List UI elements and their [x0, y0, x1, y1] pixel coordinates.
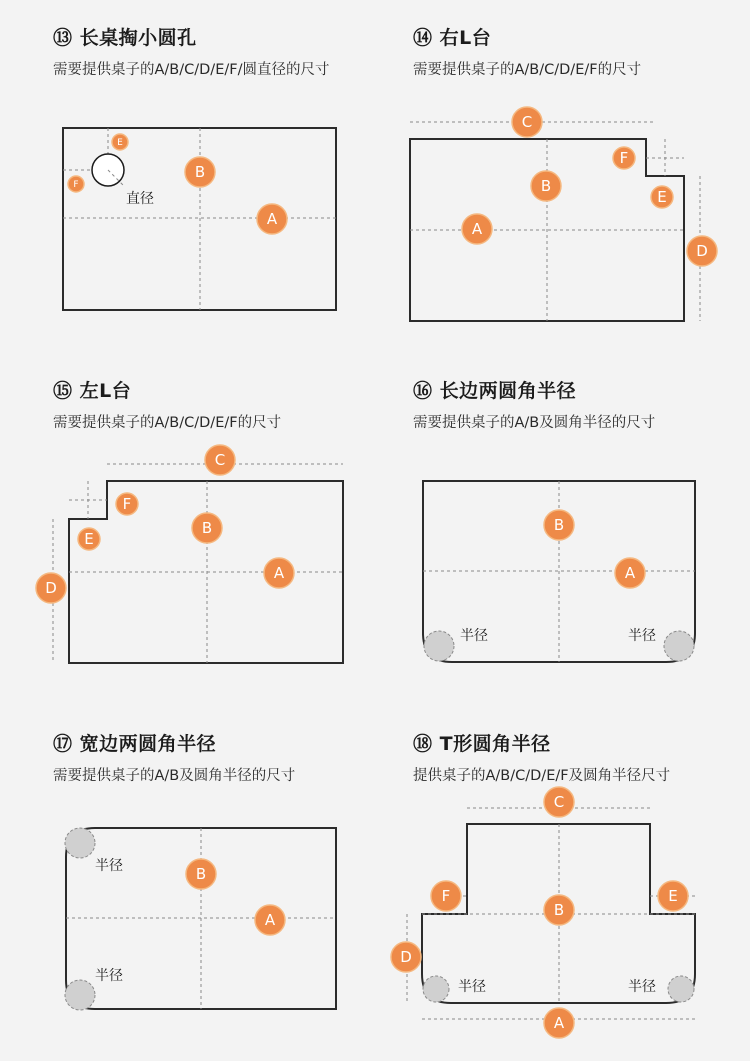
svg-text:B: B — [540, 177, 552, 195]
svg-text:A: A — [553, 1014, 565, 1032]
badge-d — [391, 942, 421, 972]
badge-d — [687, 236, 717, 266]
panel-subtitle: 需要提供桌子的A/B/C/D/E/F/圆直径的尺寸 — [53, 62, 330, 78]
svg-text:A: A — [471, 220, 483, 238]
panel-subtitle: 需要提供桌子的A/B及圆角半径的尺寸 — [53, 768, 296, 784]
table-diagram — [375, 353, 750, 706]
badge-b — [544, 510, 574, 540]
panel-subtitle: 需要提供桌子的A/B/C/D/E/F的尺寸 — [53, 415, 282, 431]
panel-long-table-hole — [0, 0, 375, 353]
svg-text:E: E — [117, 138, 123, 148]
table-diagram — [0, 0, 375, 353]
badge-c — [512, 107, 542, 137]
panel-title: ⑬ 长桌掏小圆孔 — [53, 27, 197, 49]
badge-b — [192, 513, 222, 543]
panel-title: ⑭ 右L台 — [413, 27, 492, 49]
svg-text:F: F — [73, 180, 79, 190]
svg-text:D: D — [696, 242, 708, 260]
badge-b — [544, 895, 574, 925]
badge-a — [544, 1008, 574, 1038]
radius-label-left: 半径 — [460, 628, 488, 644]
badge-f — [68, 176, 84, 192]
badge-f — [613, 147, 635, 169]
table-diagram — [0, 706, 375, 1059]
svg-text:A: A — [264, 911, 276, 929]
table-diagram — [0, 353, 375, 706]
svg-text:B: B — [195, 865, 207, 883]
badge-e — [112, 134, 128, 150]
corner-radius-right — [664, 631, 694, 661]
svg-text:B: B — [553, 516, 565, 534]
panel-subtitle: 需要提供桌子的A/B及圆角半径的尺寸 — [413, 415, 656, 431]
svg-text:F: F — [441, 887, 451, 905]
panel-wide-edge-corners — [0, 706, 375, 1059]
badge-b — [531, 171, 561, 201]
corner-radius-bottom — [65, 980, 95, 1010]
svg-text:F: F — [619, 149, 629, 167]
svg-text:D: D — [45, 579, 57, 597]
svg-text:A: A — [624, 564, 636, 582]
radius-label-left: 半径 — [458, 979, 486, 995]
badge-d — [36, 573, 66, 603]
badge-f — [431, 881, 461, 911]
svg-text:A: A — [273, 564, 285, 582]
panel-left-l-table — [0, 353, 375, 706]
diameter-label: 直径 — [126, 191, 154, 207]
corner-radius-left — [423, 976, 449, 1002]
panel-long-edge-corners — [375, 353, 750, 706]
table-diagram — [375, 0, 750, 353]
svg-text:C: C — [521, 113, 533, 131]
panel-right-l-table — [375, 0, 750, 353]
svg-text:E: E — [84, 530, 94, 548]
radius-label-right: 半径 — [628, 979, 656, 995]
badge-a — [255, 905, 285, 935]
panel-subtitle: 需要提供桌子的A/B/C/D/E/F的尺寸 — [413, 62, 642, 78]
radius-label-bottom: 半径 — [95, 968, 123, 984]
svg-text:E: E — [657, 188, 667, 206]
panel-t-shape-corners — [375, 706, 750, 1059]
badge-b — [186, 859, 216, 889]
badge-e — [651, 186, 673, 208]
svg-text:F: F — [122, 495, 132, 513]
badge-a — [615, 558, 645, 588]
corner-radius-right — [668, 976, 694, 1002]
panel-subtitle: 提供桌子的A/B/C/D/E/F及圆角半径尺寸 — [413, 768, 671, 784]
panel-title: ⑯ 长边两圆角半径 — [413, 380, 577, 402]
svg-text:C: C — [214, 451, 226, 469]
svg-text:E: E — [668, 887, 678, 905]
svg-text:A: A — [266, 210, 278, 228]
badge-e — [658, 881, 688, 911]
corner-radius-left — [424, 631, 454, 661]
svg-text:B: B — [194, 163, 206, 181]
badge-a — [462, 214, 492, 244]
badge-b — [185, 157, 215, 187]
panel-title: ⑱ T形圆角半径 — [413, 733, 551, 755]
badge-c — [544, 787, 574, 817]
radius-label-right: 半径 — [628, 628, 656, 644]
badge-f — [116, 493, 138, 515]
svg-text:D: D — [400, 948, 412, 966]
radius-label-top: 半径 — [95, 858, 123, 874]
svg-text:C: C — [553, 793, 565, 811]
badge-c — [205, 445, 235, 475]
badge-a — [257, 204, 287, 234]
badge-a — [264, 558, 294, 588]
svg-text:B: B — [201, 519, 213, 537]
table-diagram — [375, 706, 750, 1059]
badge-e — [78, 528, 100, 550]
panel-title: ⑮ 左L台 — [53, 380, 132, 402]
corner-radius-top — [65, 828, 95, 858]
svg-text:B: B — [553, 901, 565, 919]
panel-title: ⑰ 宽边两圆角半径 — [53, 733, 217, 755]
table-outline — [69, 481, 343, 663]
